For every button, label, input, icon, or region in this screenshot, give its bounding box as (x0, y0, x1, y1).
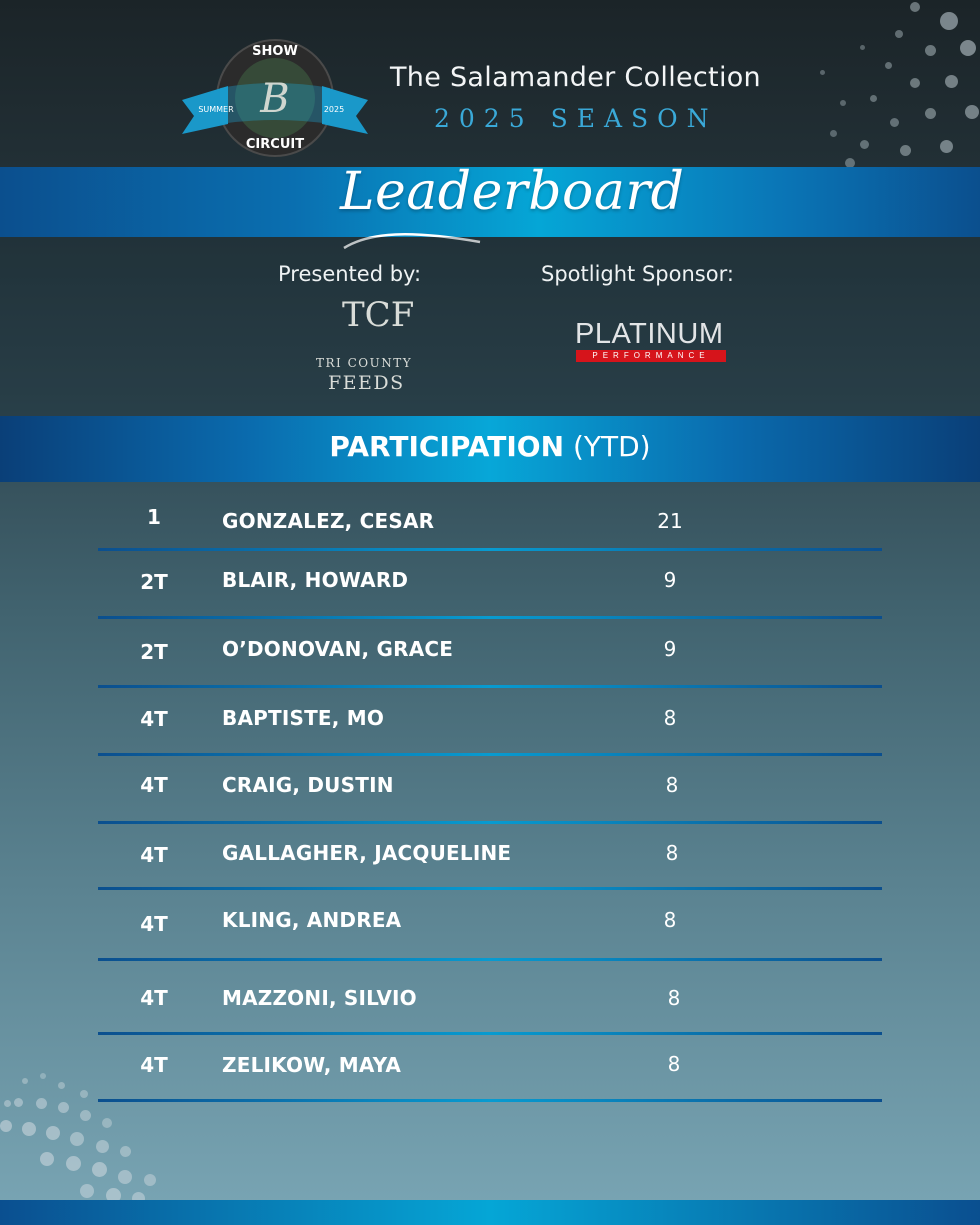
row-divider (98, 821, 882, 824)
leaderboard-row (98, 1053, 882, 1083)
decorative-dots-bottom-left (0, 1070, 170, 1205)
row-name: O’DONOVAN, GRACE (222, 637, 454, 661)
row-name: MAZZONI, SILVIO (222, 986, 417, 1010)
row-name: ZELIKOW, MAYA (222, 1053, 402, 1077)
section-title (0, 430, 980, 463)
row-count: 9 (663, 568, 677, 592)
leaderboard-row (98, 637, 882, 667)
leaderboard-row (98, 773, 882, 803)
row-rank: 4T (140, 986, 168, 1010)
leaderboard-row (98, 706, 882, 736)
season-label: 2025 SEASON (434, 104, 718, 133)
logo-monogram: B (260, 76, 290, 122)
presented-by-label: Presented by: (278, 262, 422, 286)
row-divider (98, 753, 882, 756)
row-count: 9 (663, 637, 677, 661)
bottom-accent-band (0, 1200, 980, 1225)
logo-year-text: 2025 (323, 105, 345, 114)
row-rank: 4T (140, 773, 168, 797)
row-count: 8 (667, 986, 681, 1010)
event-title: The Salamander Collection (390, 62, 761, 93)
row-divider (98, 548, 882, 551)
row-name: BAPTISTE, MO (222, 706, 385, 730)
show-circuit-logo (180, 38, 370, 163)
row-rank: 1 (147, 505, 161, 529)
row-rank: 4T (140, 1053, 168, 1077)
row-rank: 2T (140, 640, 168, 664)
logo-show-text: SHOW (252, 44, 298, 59)
row-divider (98, 887, 882, 890)
row-divider (98, 685, 882, 688)
row-divider (98, 1099, 882, 1102)
logo-summer-text: SUMMER (198, 105, 234, 114)
section-title-light: (YTD) (572, 430, 651, 463)
row-name: GONZALEZ, CESAR (222, 509, 435, 533)
leaderboard-row (98, 505, 882, 535)
row-name: KLING, ANDREA (222, 908, 402, 932)
row-count: 8 (663, 706, 677, 730)
leaderboard-row (98, 908, 882, 938)
row-rank: 4T (140, 912, 168, 936)
row-rank: 4T (140, 843, 168, 867)
row-rank: 2T (140, 570, 168, 594)
row-divider (98, 616, 882, 619)
spotlight-sponsor-label: Spotlight Sponsor: (541, 262, 734, 286)
row-count: 21 (657, 509, 683, 533)
row-name: GALLAGHER, JACQUELINE (222, 841, 512, 865)
row-rank: 4T (140, 707, 168, 731)
section-title-bold: PARTICIPATION (329, 430, 565, 463)
leaderboard-row (98, 568, 882, 598)
tri-county-feeds-line1: TRI COUNTY (316, 356, 413, 370)
leaderboard-heading: Leaderboard (340, 162, 685, 222)
sponsor-area (0, 237, 980, 416)
platinum-tagline: PERFORMANCE (592, 351, 710, 360)
row-count: 8 (663, 908, 677, 932)
leaderboard-row (98, 986, 882, 1016)
row-name: CRAIG, DUSTIN (222, 773, 394, 797)
row-count: 8 (665, 773, 679, 797)
row-divider (98, 1032, 882, 1035)
row-name: BLAIR, HOWARD (222, 568, 409, 592)
platinum-performance-logo: PLATINUM (575, 318, 724, 350)
row-count: 8 (667, 1052, 681, 1076)
logo-circuit-text: CIRCUIT (245, 137, 305, 152)
tri-county-feeds-line2: FEEDS (328, 372, 405, 394)
tri-county-feeds-logo: TCF (342, 295, 415, 335)
leaderboard-row (98, 841, 882, 871)
row-count: 8 (665, 841, 679, 865)
row-divider (98, 958, 882, 961)
